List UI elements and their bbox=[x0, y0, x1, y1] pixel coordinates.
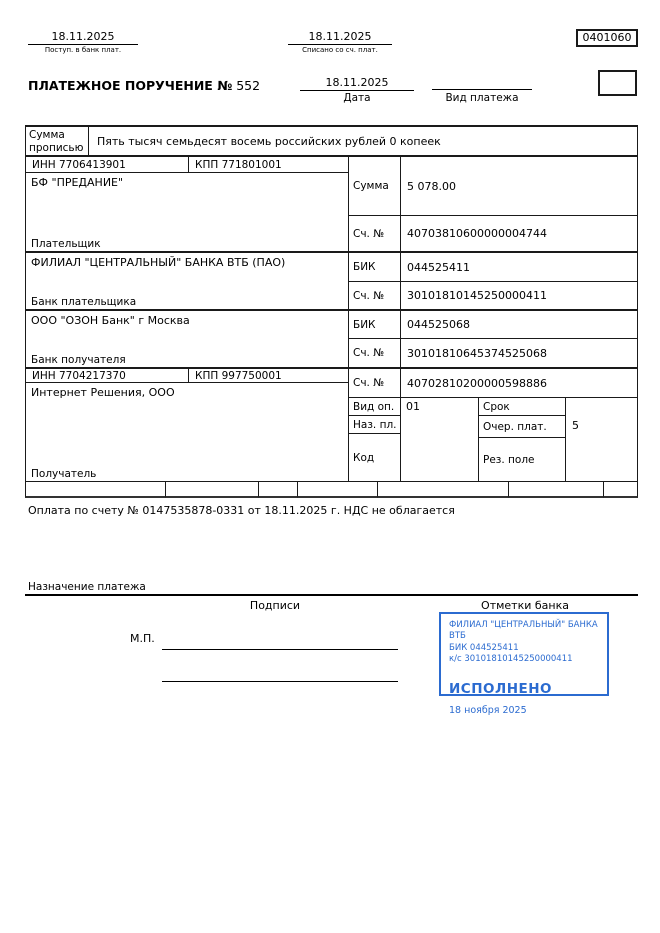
reserve-field-label: Рез. поле bbox=[478, 437, 566, 482]
payer-cell bbox=[25, 172, 349, 253]
bank-execution-stamp bbox=[439, 612, 609, 717]
debited-from-account-label: Списано со сч. плат. bbox=[302, 46, 378, 54]
tax-field-6 bbox=[508, 481, 604, 498]
form-code-box: 0401060 bbox=[576, 29, 638, 47]
payee-account-label: Сч. № bbox=[348, 368, 401, 398]
amount-value: 5 078.00 bbox=[400, 156, 638, 216]
tax-field-3 bbox=[258, 481, 298, 498]
payee-bank-bik-value: 044525068 bbox=[400, 310, 638, 339]
payer-bank-name: ФИЛИАЛ "ЦЕНТРАЛЬНЫЙ" БАНКА ВТБ (ПАО) bbox=[31, 256, 286, 269]
stamp-bik: БИК 044525411 bbox=[449, 642, 519, 653]
signatures-label: Подписи bbox=[249, 599, 301, 612]
payer-kpp: КПП 771801001 bbox=[188, 156, 349, 173]
payment-type-box bbox=[598, 70, 637, 96]
priority-label: Очер. плат. bbox=[478, 415, 566, 438]
debited-from-account-date: 18.11.2025 bbox=[288, 30, 392, 45]
signature-line-2 bbox=[162, 668, 398, 682]
signature-line-1 bbox=[162, 636, 398, 650]
payer-name: БФ "ПРЕДАНИЕ" bbox=[31, 176, 124, 189]
code-label: Код bbox=[348, 433, 401, 482]
payment-purpose-label: Назначение платежа bbox=[28, 581, 146, 593]
term-label: Срок bbox=[478, 397, 566, 416]
payee-name: Интернет Решения, ООО bbox=[31, 386, 175, 399]
date-label: Дата bbox=[343, 92, 371, 104]
op-type-label: Вид оп. bbox=[348, 397, 401, 416]
payee-bank-cell bbox=[25, 310, 349, 369]
tax-field-1 bbox=[25, 481, 166, 498]
payer-label: Плательщик bbox=[31, 238, 101, 250]
tax-field-7 bbox=[603, 481, 638, 498]
received-in-bank-date: 18.11.2025 bbox=[28, 30, 138, 45]
amount-in-words-label: Сумма прописью bbox=[25, 125, 89, 157]
payee-bank-name: ООО "ОЗОН Банк" г Москва bbox=[31, 314, 190, 327]
document-title: ПЛАТЕЖНОЕ ПОРУЧЕНИЕ № bbox=[28, 78, 233, 93]
tax-field-4 bbox=[297, 481, 378, 498]
payee-bank-account-value: 30101810645374525068 bbox=[400, 338, 638, 369]
tax-field-2 bbox=[165, 481, 259, 498]
priority-value: 5 bbox=[572, 419, 579, 432]
stamp-bank-name: ФИЛИАЛ "ЦЕНТРАЛЬНЫЙ" БАНКА ВТБ bbox=[449, 620, 598, 642]
payer-bank-account-label: Сч. № bbox=[348, 281, 401, 311]
stamp-date: 18 ноября 2025 bbox=[449, 705, 527, 717]
priority-value-cell bbox=[565, 397, 638, 482]
op-type-value-cell bbox=[400, 397, 479, 482]
stamp-place-label: М.П. bbox=[130, 632, 155, 645]
payee-bank-account-label: Сч. № bbox=[348, 338, 401, 369]
payer-bank-label: Банк плательщика bbox=[31, 296, 137, 308]
payee-account-value: 40702810200000598886 bbox=[400, 368, 638, 398]
payment-type-label: Вид платежа bbox=[445, 92, 519, 104]
payee-bank-bik-label: БИК bbox=[348, 310, 401, 339]
stamp-corr-account: к/с 30101810145250000411 bbox=[449, 654, 573, 665]
stamp-status: ИСПОЛНЕНО bbox=[449, 680, 552, 697]
payment-purpose-text: Оплата по счету № 0147535878-0331 от 18.11.2025 г. НДС не облагается bbox=[28, 504, 455, 517]
payment-type-value-line bbox=[432, 76, 532, 90]
payer-bank-cell bbox=[25, 252, 349, 311]
pay-purpose-code-label: Наз. пл. bbox=[348, 415, 401, 434]
document-date: 18.11.2025 bbox=[300, 76, 414, 91]
document-number: 552 bbox=[236, 78, 261, 93]
amount-label: Сумма bbox=[348, 156, 401, 216]
amount-in-words-value: Пять тысяч семьдесят восемь российских рублей 0 копеек bbox=[88, 125, 638, 157]
payer-bank-bik-label: БИК bbox=[348, 252, 401, 282]
bank-marks-label: Отметки банка bbox=[481, 599, 569, 612]
received-in-bank-label: Поступ. в банк плат. bbox=[44, 46, 122, 54]
payee-label: Получатель bbox=[31, 468, 97, 480]
payee-cell bbox=[25, 382, 349, 482]
payer-bank-bik-value: 044525411 bbox=[400, 252, 638, 282]
op-type-value: 01 bbox=[406, 400, 420, 413]
payer-account-label: Сч. № bbox=[348, 215, 401, 253]
payer-inn: ИНН 7706413901 bbox=[25, 156, 189, 173]
payee-bank-label: Банк получателя bbox=[31, 354, 126, 366]
purpose-separator-line bbox=[25, 594, 638, 596]
payer-bank-account-value: 30101810145250000411 bbox=[400, 281, 638, 311]
tax-field-5 bbox=[377, 481, 509, 498]
payee-inn: ИНН 7704217370 bbox=[25, 368, 189, 383]
payer-account-value: 40703810600000004744 bbox=[400, 215, 638, 253]
payee-kpp: КПП 997750001 bbox=[188, 368, 349, 383]
